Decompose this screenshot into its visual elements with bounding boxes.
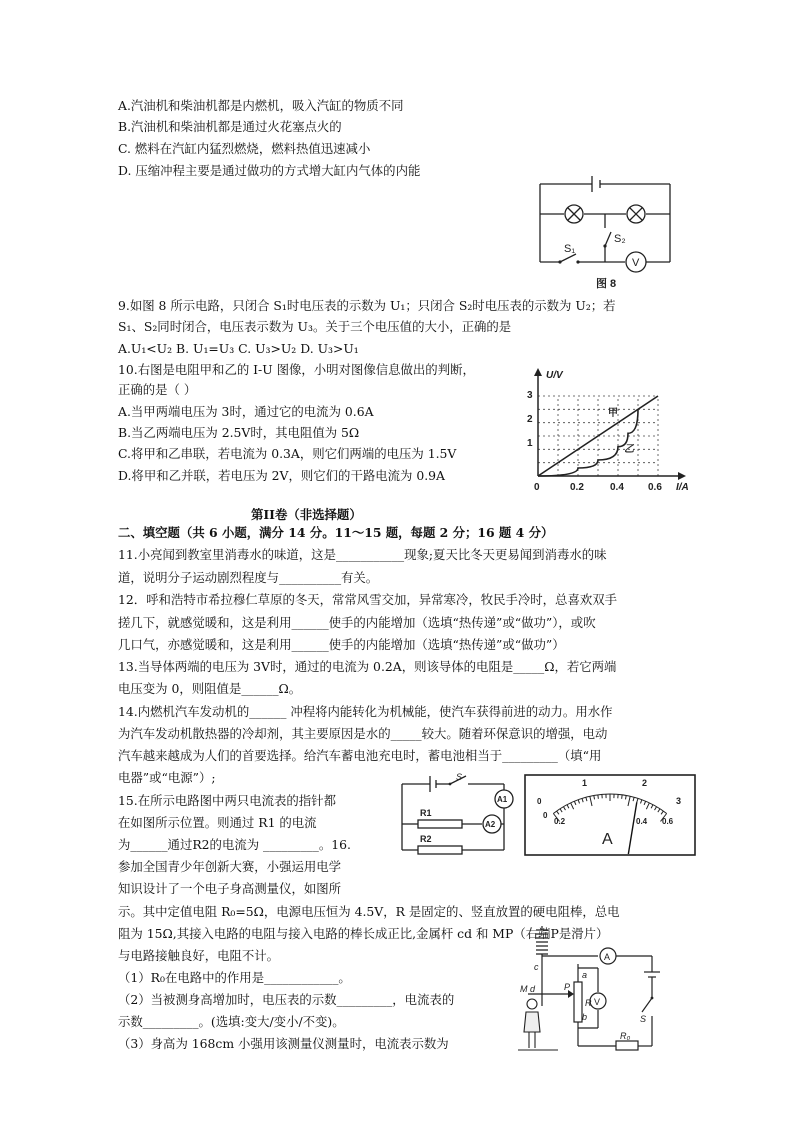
ammeter-tick xyxy=(622,795,623,799)
q13-line-2: 电压变为 0，则阻值是______Ω。 xyxy=(118,681,302,696)
q13-line-1: 13.当导体两端的电压为 3V时，通过的电流为 0.2A，则该导体的电阻是_____Ω，若它两端 xyxy=(118,659,617,674)
q14-line-1: 14.内燃机汽车发动机的______ 冲程将内能转化为机械能，使汽车获得前进的动力。用水作 xyxy=(118,704,613,719)
q10-option-b: B.当乙两端电压为 2.5V时，其电阻值为 5Ω xyxy=(118,425,360,440)
fig8-caption: 图 8 xyxy=(596,278,617,290)
fill-in-section-title: 二、填空题（共 6 小题，满分 14 分。11～15 题，每题 2 分；16 题 4 分） xyxy=(118,525,554,540)
iu-xlabel: I/A xyxy=(676,482,689,493)
device-p-label: P xyxy=(564,982,571,992)
iu-ytick-1: 1 xyxy=(527,438,533,449)
device-c-label: c xyxy=(534,962,539,972)
iu-label-yi: 乙 xyxy=(624,444,634,455)
iu-xtick-1: 0.2 xyxy=(570,482,584,493)
q9-line-2: S₁、S₂同时闭合，电压表示数为 U₃。关于三个电压值的大小，正确的是 xyxy=(118,319,512,334)
q16-part-2b: 示数_________。(选填:变大/变小/不变)。 xyxy=(118,1014,345,1029)
device-a-label: a xyxy=(582,970,588,980)
iu-graph xyxy=(522,366,698,498)
q12-line-1: 12．呼和浩特市希拉穆仁草原的冬天，常常风雪交加，异常寒冷，牧民手冷时，总喜欢双手 xyxy=(118,592,618,607)
iu-x-arrow xyxy=(678,472,686,480)
device-r0-label: R₀ xyxy=(620,1031,631,1041)
device-ammeter-label: A xyxy=(604,952,611,962)
fig8-label-s2: S₂ xyxy=(614,233,626,245)
iu-xtick-2: 0.4 xyxy=(610,482,624,493)
iu-ytick-3: 3 xyxy=(527,390,533,401)
ammeter-tick xyxy=(598,795,599,799)
q16-line-3: 示。其中定值电阻 R₀=5Ω，电源电压恒为 4.5V，R 是固定的、竖直放置的硬电阻棒，总电 xyxy=(118,904,620,919)
ammeter-dial xyxy=(524,774,696,856)
figure-8-circuit xyxy=(530,170,680,290)
ammeter-bottom-06: 0.6 xyxy=(662,817,674,826)
q9-line-1: 9.如图 8 所示电路，只闭合 S₁时电压表的示数为 U₁；只闭合 S₂时电压表的示数为 U₂；若 xyxy=(118,298,616,313)
ammeter-bottom-02: 0.2 xyxy=(554,817,566,826)
q16-part-3: （3）身高为 168cm 小强用该测量仪测量时，电流表示数为 xyxy=(118,1036,449,1051)
q16-line-5: 与电路接触良好，电阻不计。 xyxy=(118,948,280,963)
q10-option-c: C.将甲和乙串联，若电流为 0.3A，则它们两端的电压为 1.5V xyxy=(118,446,457,461)
q15-switch-label: S xyxy=(456,772,463,782)
q10-line-1: 10.右图是电阻甲和乙的 I-U 图像，小明对图像信息做出的判断， xyxy=(118,362,475,377)
device-switch-label: S xyxy=(640,1014,647,1024)
q14-line-3: 汽车越来越成为人们的首要选择。给汽车蓄电池充电时，蓄电池相当于_________（填“用 xyxy=(118,748,602,763)
q16-part-2a: （2）当被测身高增加时，电压表的示数_________，电流表的 xyxy=(118,992,455,1007)
iu-y-arrow xyxy=(534,368,542,376)
q16-part-1: （1）R₀在电路中的作用是____________。 xyxy=(118,970,351,985)
ammeter-bottom-0: 0 xyxy=(543,811,548,820)
ammeter-tick xyxy=(625,795,626,799)
q15-line-2: 在如图所示位置。则通过 R1 的电流 xyxy=(118,815,317,830)
part2-heading: 第II卷（非选择题） xyxy=(251,507,362,522)
q15-line-3: 为______通过R2的电流为 _________。16. xyxy=(118,837,351,852)
fig8-voltmeter-label: V xyxy=(632,257,640,269)
q14-line-2: 为汽车发动机散热器的冷却剂，其主要原因是水的_____较大。随着环保意识的增强，电动 xyxy=(118,726,608,741)
device-b-label: b xyxy=(582,1012,588,1022)
q15-circuit xyxy=(396,772,518,858)
q9-options: A.U₁<U₂ B. U₁=U₃ C. U₃>U₂ D. U₃>U₁ xyxy=(118,341,359,356)
iu-xtick-3: 0.6 xyxy=(648,482,662,493)
iu-xtick-0: 0 xyxy=(534,482,540,493)
ammeter-tick xyxy=(594,795,595,799)
q16-line-1: 参加全国青少年创新大赛，小强运用电学 xyxy=(118,859,342,874)
device-md-label: M d xyxy=(520,984,536,994)
ammeter-top-1: 1 xyxy=(582,778,588,788)
iu-ytick-2: 2 xyxy=(527,414,533,425)
q12-line-2: 搓几下，就感觉暖和，这是利用______使手的内能增加（选填“热传递”或“做功”），或吹 xyxy=(118,615,596,630)
q12-line-3: 几口气，亦感觉暖和，这是利用______使手的内能增加（选填“热传递”或“做功”） xyxy=(118,637,565,652)
iu-ylabel: U/V xyxy=(546,370,563,381)
q8-option-c: C. 燃料在汽缸内猛烈燃烧，燃料热值迅速减小 xyxy=(118,141,371,156)
q16-line-4: 阻为 15Ω,其接入电路的电阻与接入电路的棒长成正比,金属杆 cd 和 MP（右端P是滑片） xyxy=(118,926,609,941)
q15-r2-label: R2 xyxy=(420,834,432,844)
q11-line-1: 11.小亮闻到教室里消毒水的味道，这是___________现象;夏天比冬天更易闻到消毒水的味 xyxy=(118,547,607,562)
q15-r1-label: R1 xyxy=(420,808,432,818)
ammeter-top-3: 3 xyxy=(676,796,682,806)
iu-label-jia: 甲 xyxy=(608,408,618,419)
device-voltmeter-label: V xyxy=(594,997,601,1007)
q11-line-2: 道，说明分子运动剧烈程度与__________有关。 xyxy=(118,570,379,585)
q10-line-2: 正确的是（ ） xyxy=(118,382,197,397)
device-r-label: R xyxy=(585,998,592,1008)
q15-ammeter-a2-label: A2 xyxy=(485,820,496,829)
q10-option-d: D.将甲和乙并联，若电压为 2V，则它们的干路电流为 0.9A xyxy=(118,468,445,483)
ammeter-top-0: 0 xyxy=(537,797,542,806)
q14-line-4: 电器”或“电源”）; xyxy=(118,770,216,785)
q15-line-1: 15.在所示电路图中两只电流表的指针都 xyxy=(118,793,336,808)
fig8-label-s1: S₁ xyxy=(564,243,576,255)
q8-option-a: A.汽油机和柴油机都是内燃机，吸入汽缸的物质不同 xyxy=(118,98,404,113)
q16-height-device xyxy=(518,924,670,1060)
q15-ammeter-a1-label: A1 xyxy=(497,795,508,804)
q10-option-a: A.当甲两端电压为 3时，通过它的电流为 0.6A xyxy=(118,404,374,419)
q8-option-b: B.汽油机和柴油机都是通过火花塞点火的 xyxy=(118,119,342,134)
ammeter-top-2: 2 xyxy=(642,778,648,788)
ammeter-bottom-04: 0.4 xyxy=(636,817,648,826)
q16-line-2: 知识设计了一个电子身高测量仪，如图所 xyxy=(118,881,342,896)
q8-option-d: D. 压缩冲程主要是通过做功的方式增大缸内气体的内能 xyxy=(118,163,421,178)
ammeter-unit: A xyxy=(602,831,613,848)
